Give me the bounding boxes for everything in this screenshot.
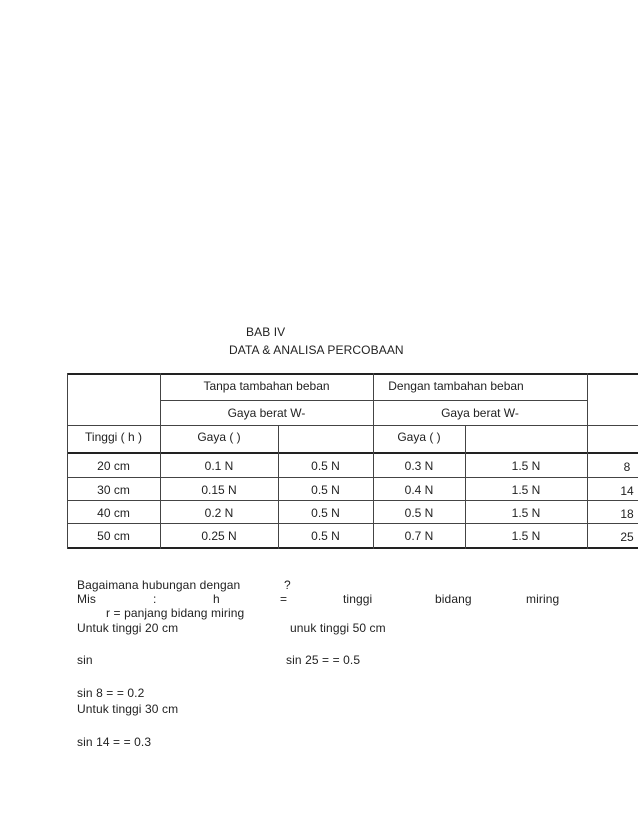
case-30cm: Untuk tinggi 30 cm [77,702,179,716]
cell-angle: 14 [620,484,634,498]
mis-label: Mis [77,592,96,606]
case-50cm: unuk tinggi 50 cm [290,621,386,635]
sin-8-equation: sin 8 = = 0.2 [77,686,145,700]
case-20cm: Untuk tinggi 20 cm [77,621,179,635]
column-header-force-with: Gaya ( ) [397,430,441,444]
cell-weight-without: 0.5 N [311,483,340,497]
column-header-force-without: Gaya ( ) [197,430,241,444]
cell-force-with: 0.7 N [404,529,434,543]
header-bottom-border [67,452,638,454]
weight-header-without-load: Gaya berat W- [227,406,306,420]
cell-height: 30 cm [97,483,130,497]
cell-weight-without: 0.5 N [311,529,340,543]
header-rule-2 [67,425,638,426]
mis-tinggi: tinggi [343,592,373,606]
cell-force-without: 0.25 N [201,529,237,543]
group-header-without-load: Tanpa tambahan beban [203,379,330,393]
cell-force-with: 0.3 N [404,459,434,473]
cell-weight-with: 1.5 N [511,529,541,543]
cell-force-without: 0.2 N [204,506,234,520]
cell-height: 20 cm [97,459,130,473]
cell-weight-with: 1.5 N [511,483,541,497]
cell-weight-with: 1.5 N [511,506,541,520]
mis-colon: : [153,592,157,606]
row-rule-3 [67,523,638,524]
cell-weight-with: 1.5 N [511,459,541,473]
cell-height: 40 cm [97,506,130,520]
chapter-label: BAB IV [246,325,286,339]
r-definition: r = panjang bidang miring [106,606,245,620]
table-bottom-border [67,547,638,549]
cell-weight-without: 0.5 N [311,459,340,473]
group-header-with-load: Dengan tambahan beban [388,379,524,393]
cell-height: 50 cm [97,529,130,543]
page-title: DATA & ANALISA PERCOBAAN [229,343,404,357]
cell-force-without: 0.15 N [201,483,237,497]
row-rule-1 [67,477,638,478]
cell-angle: 8 [623,460,631,474]
cell-force-without: 0.1 N [204,459,234,473]
sin-25-equation: sin 25 = = 0.5 [286,653,361,667]
cell-force-with: 0.4 N [404,483,434,497]
mis-miring: miring [526,592,560,606]
row-rule-2 [67,500,638,501]
question-mark: ? [284,578,291,592]
col-divider-5 [587,373,588,549]
weight-header-with-load: Gaya berat W- [441,406,519,420]
column-header-height: Tinggi ( h ) [85,430,142,444]
mis-h: h [213,592,220,606]
cell-angle: 25 [620,530,634,544]
sin-14-equation: sin 14 = = 0.3 [77,735,152,749]
cell-angle: 18 [620,507,634,521]
table-top-border [67,373,638,375]
sin-label: sin [77,653,93,667]
data-table [67,373,638,548]
mis-equals: = [280,592,288,606]
cell-weight-without: 0.5 N [311,506,340,520]
question-text: Bagaimana hubungan dengan [77,578,241,592]
mis-bidang: bidang [435,592,472,606]
cell-force-with: 0.5 N [404,506,434,520]
